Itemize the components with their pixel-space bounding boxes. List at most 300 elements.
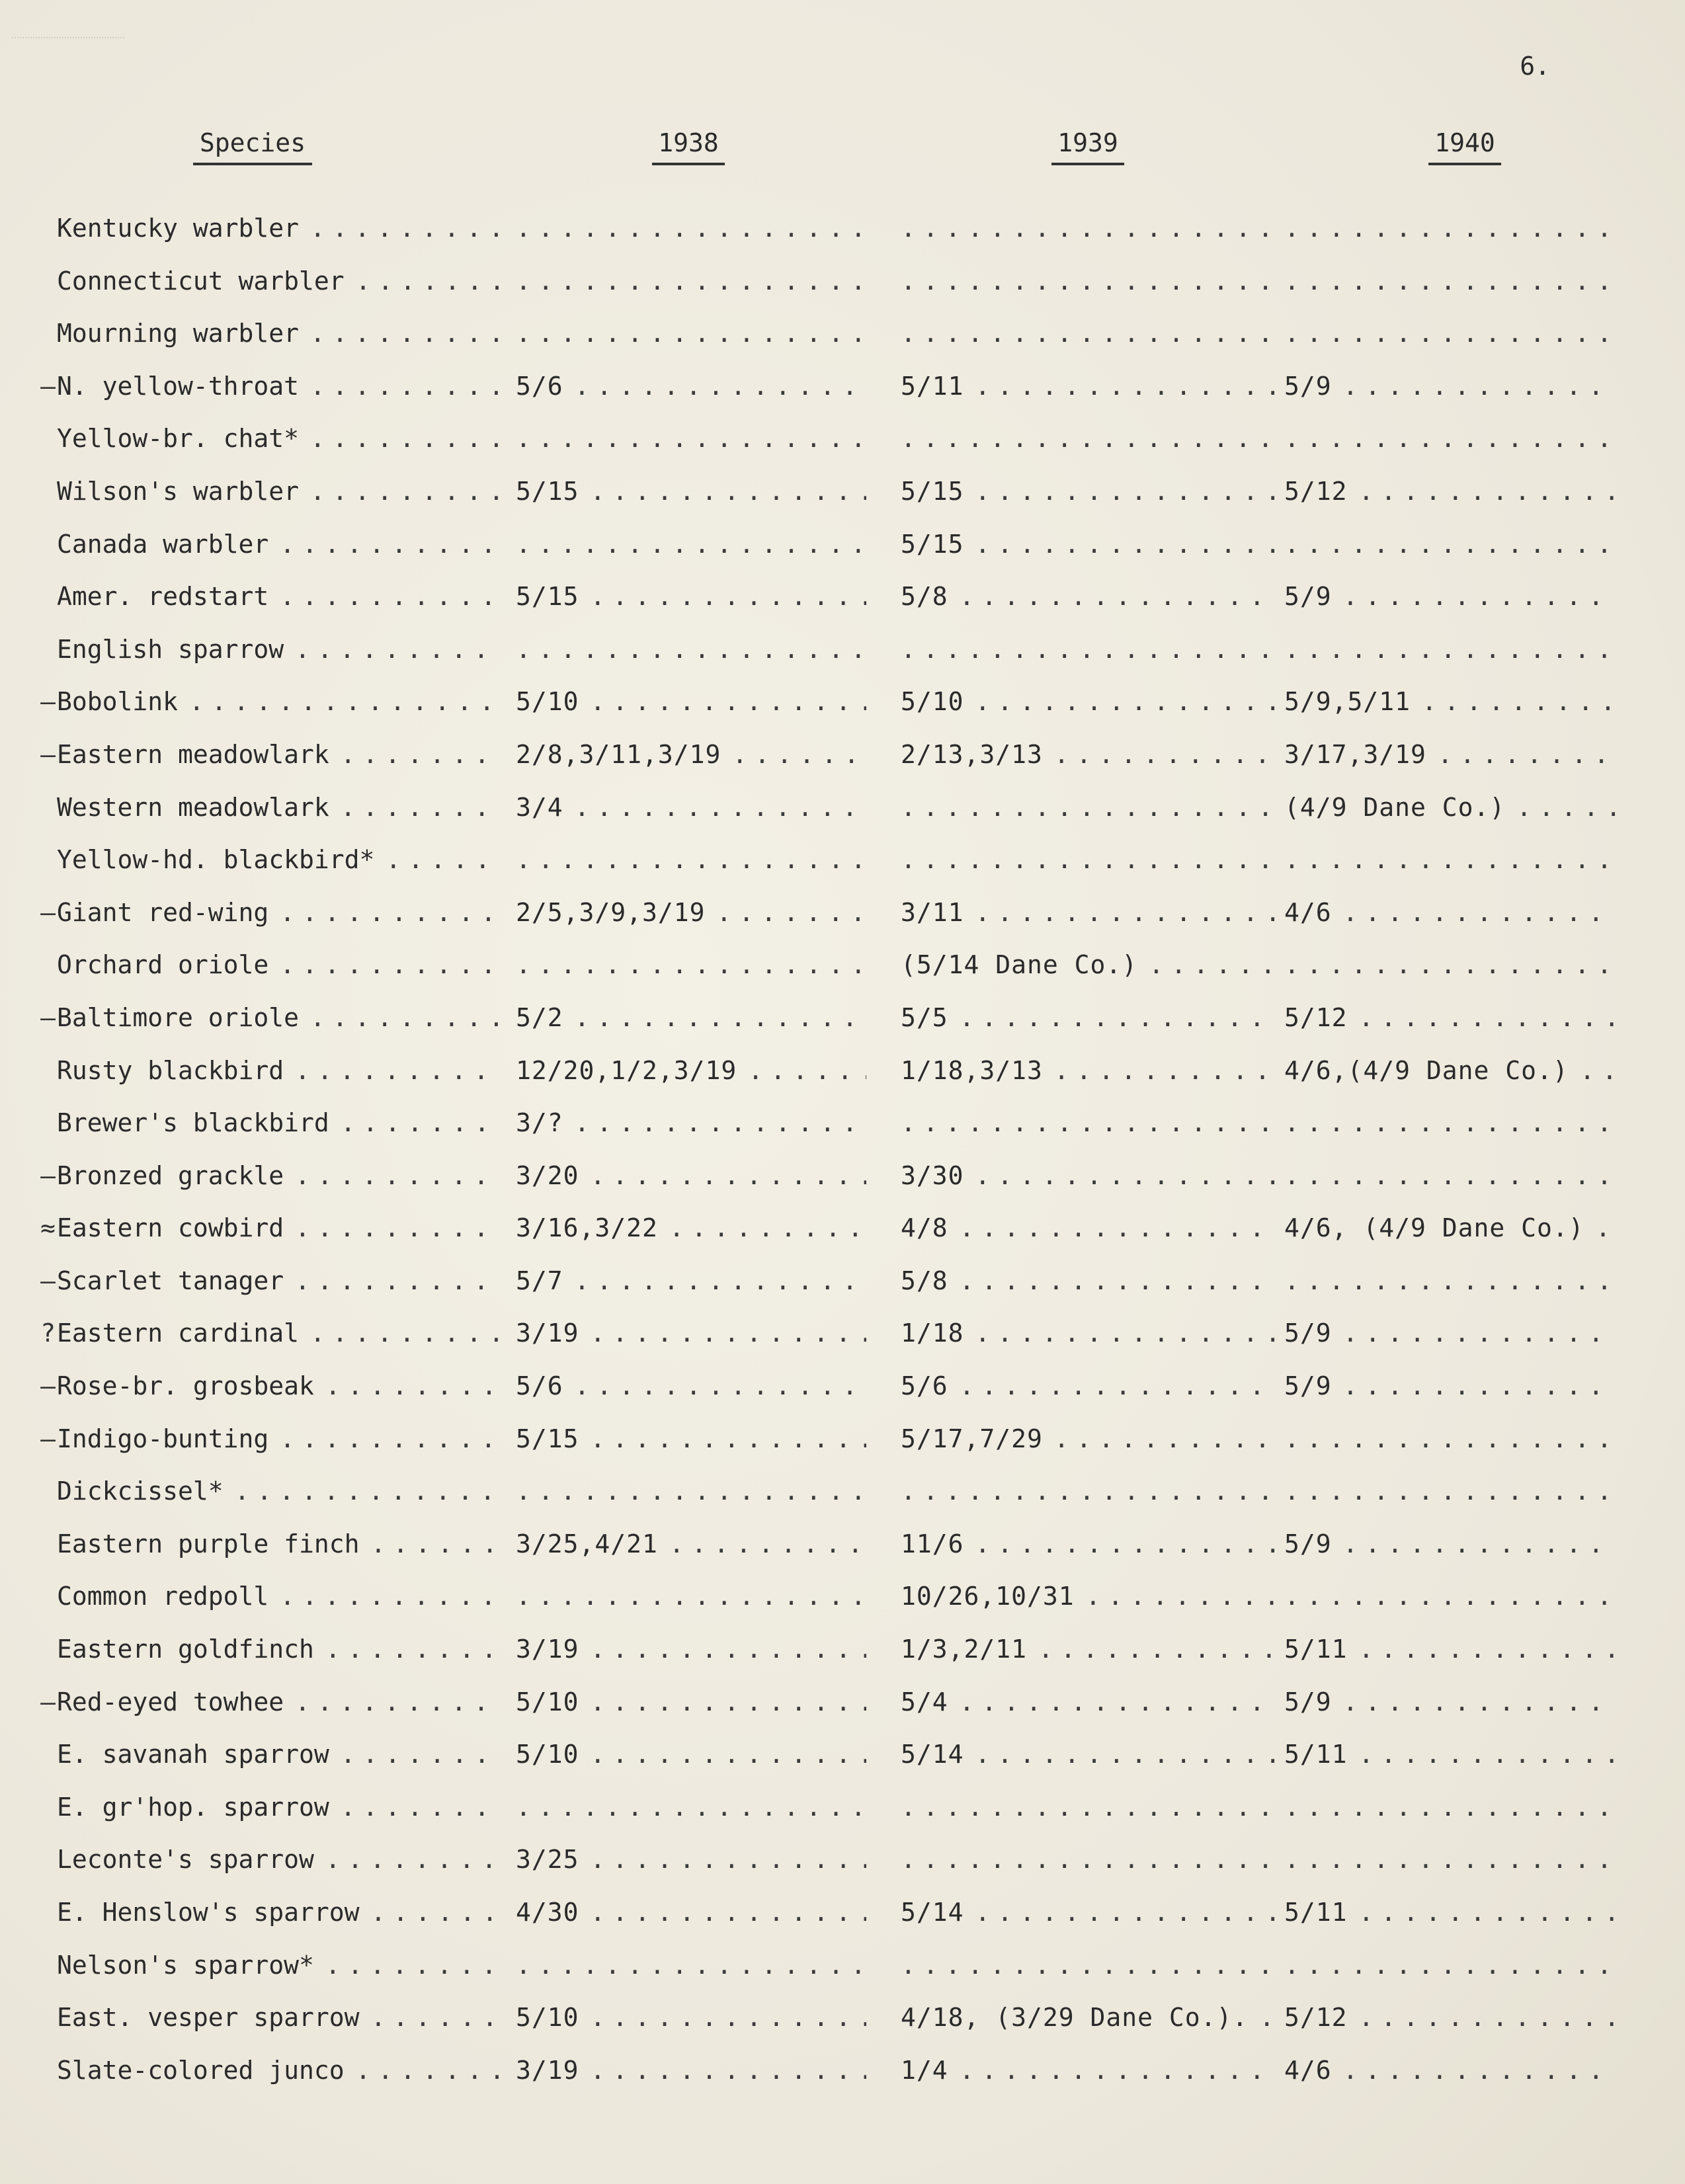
cell-1939	[901, 1045, 1278, 1098]
leader-dots	[579, 2056, 866, 2085]
cell-1940	[1284, 1465, 1615, 1518]
cell-1938	[516, 1676, 866, 1729]
species-cell	[57, 518, 499, 571]
cell-1940	[1284, 887, 1615, 940]
leader-dots	[948, 1003, 1278, 1032]
cell-1939	[901, 465, 1278, 518]
species-cell	[57, 1992, 499, 2044]
cell-1939	[901, 1834, 1278, 1886]
date-value: 2/8,3/11,3/19	[516, 739, 721, 769]
species-cell	[57, 624, 499, 676]
leader-dots	[901, 319, 1278, 348]
species-name: Eastern goldfinch	[57, 1635, 314, 1664]
leader-dots	[579, 1161, 866, 1190]
species-cell	[57, 1834, 499, 1886]
table-row	[0, 1834, 1685, 1886]
cell-1939	[901, 1413, 1278, 1466]
cell-1939	[901, 518, 1278, 571]
species-cell	[57, 2044, 499, 2097]
date-value: 5/9	[1284, 371, 1332, 401]
date-value: 5/15	[516, 476, 579, 506]
leader-dots	[516, 424, 866, 453]
date-value: 5/6	[516, 1371, 563, 1401]
leader-dots	[178, 687, 499, 716]
cell-1938	[516, 1939, 866, 1992]
table-row	[0, 465, 1685, 518]
leader-dots	[1284, 214, 1615, 243]
leader-dots	[901, 266, 1278, 296]
cell-1940	[1284, 307, 1615, 360]
species-cell	[57, 1518, 499, 1571]
leader-dots	[1348, 477, 1615, 506]
date-value: 4/18, (3/29 Dane Co.).	[901, 2003, 1249, 2033]
leader-dots	[1332, 1371, 1615, 1400]
species-cell	[57, 729, 499, 782]
leader-dots	[299, 319, 499, 348]
species-cell	[57, 1307, 499, 1360]
cell-1938	[516, 2044, 866, 2097]
date-value: 5/14	[901, 1898, 964, 1927]
cell-1938	[516, 1097, 866, 1150]
column-header-row	[0, 128, 1685, 175]
leader-dots	[1027, 1635, 1278, 1664]
species-cell	[57, 1676, 499, 1729]
leader-dots	[1284, 635, 1615, 664]
cell-1939	[901, 782, 1278, 834]
species-name: Slate-colored junco	[57, 2055, 345, 2085]
cell-1938	[516, 624, 866, 676]
cell-1938	[516, 1728, 866, 1781]
species-name: Orchard oriole	[57, 950, 269, 980]
leader-dots	[1284, 1476, 1615, 1506]
species-cell	[57, 1360, 499, 1413]
leader-dots	[1348, 1635, 1615, 1664]
species-name: English sparrow	[57, 634, 284, 664]
species-cell	[57, 1781, 499, 1834]
leader-dots	[516, 635, 866, 664]
leader-dots	[737, 1056, 866, 1085]
leader-dots	[1284, 1424, 1615, 1453]
species-cell	[57, 360, 499, 413]
table-row	[0, 1886, 1685, 1939]
leader-dots	[1284, 530, 1615, 559]
leader-dots	[901, 1845, 1278, 1874]
cell-1940	[1284, 255, 1615, 308]
cell-1940	[1284, 1360, 1615, 1413]
column-header-1938: 1938	[652, 128, 725, 165]
table-row	[0, 1939, 1685, 1992]
date-value: 4/6, (4/9 Dane Co.)	[1284, 1213, 1584, 1243]
species-name: East. vesper sparrow	[57, 2003, 360, 2033]
cell-1938	[516, 1781, 866, 1834]
leader-dots	[948, 1371, 1278, 1400]
species-cell	[57, 1886, 499, 1939]
date-value: 5/10	[901, 687, 964, 717]
leader-dots	[1332, 1529, 1615, 1558]
cell-1939	[901, 360, 1278, 413]
species-name: Kentucky warbler	[57, 214, 300, 243]
cell-1940	[1284, 202, 1615, 255]
cell-1939	[901, 1097, 1278, 1150]
cell-1939	[901, 1570, 1278, 1623]
species-cell	[57, 1465, 499, 1518]
species-name: Amer. redstart	[57, 582, 269, 612]
date-value: 5/10	[516, 2003, 579, 2033]
leader-dots	[1505, 793, 1615, 822]
check-mark: –	[40, 1002, 56, 1032]
page-number: 6.	[1520, 52, 1550, 81]
leader-dots	[314, 1845, 499, 1874]
leader-dots	[1332, 1318, 1615, 1348]
species-cell	[57, 413, 499, 465]
column-header-species: Species	[193, 128, 312, 165]
cell-1939	[901, 1465, 1278, 1518]
species-cell	[57, 676, 499, 729]
species-name: Mourning warbler	[57, 319, 300, 348]
leader-dots	[901, 214, 1278, 243]
leader-dots	[964, 1161, 1278, 1190]
leader-dots	[964, 1740, 1278, 1769]
leader-dots	[579, 1687, 866, 1717]
column-header-1940: 1940	[1428, 128, 1501, 165]
leader-dots	[1332, 2056, 1615, 2085]
leader-dots	[284, 635, 499, 664]
date-value: 4/6	[1284, 897, 1332, 927]
leader-dots	[579, 2003, 866, 2032]
date-value: 5/15	[516, 582, 579, 612]
table-row	[0, 887, 1685, 940]
species-name: Bronzed grackle	[57, 1160, 284, 1190]
leader-dots	[329, 1793, 499, 1822]
check-mark: –	[40, 1266, 56, 1295]
cell-1940	[1284, 571, 1615, 624]
check-mark: ?	[40, 1318, 56, 1348]
leader-dots	[563, 1108, 866, 1137]
cell-1939	[901, 571, 1278, 624]
leader-dots	[579, 1740, 866, 1769]
leader-dots	[1284, 1266, 1615, 1295]
date-value: 5/8	[901, 582, 948, 612]
table-row	[0, 729, 1685, 782]
leader-dots	[268, 1424, 499, 1453]
date-value: 5/5	[901, 1002, 948, 1032]
leader-dots	[964, 1529, 1278, 1558]
date-value: 5/11	[1284, 1898, 1348, 1927]
table-row	[0, 1623, 1685, 1676]
cell-1939	[901, 1518, 1278, 1571]
leader-dots	[1332, 372, 1615, 401]
date-value: 5/11	[1284, 1635, 1348, 1664]
leader-dots	[268, 950, 499, 979]
cell-1940	[1284, 624, 1615, 676]
cell-1940	[1284, 782, 1615, 834]
species-name: Leconte's sparrow	[57, 1845, 314, 1875]
species-name: Eastern cowbird	[57, 1213, 284, 1243]
leader-dots	[299, 1318, 499, 1348]
leader-dots	[516, 319, 866, 348]
cell-1940	[1284, 729, 1615, 782]
date-value: 3/17,3/19	[1284, 739, 1426, 769]
cell-1938	[516, 255, 866, 308]
leader-dots	[224, 1476, 499, 1506]
leader-dots	[901, 1951, 1278, 1980]
cell-1939	[901, 992, 1278, 1045]
table-row	[0, 1360, 1685, 1413]
leader-dots	[563, 1266, 866, 1295]
leader-dots	[516, 950, 866, 979]
cell-1938	[516, 1570, 866, 1623]
cell-1938	[516, 887, 866, 940]
leader-dots	[268, 1582, 499, 1611]
leader-dots	[1284, 845, 1615, 874]
cell-1939	[901, 2044, 1278, 2097]
cell-1938	[516, 1623, 866, 1676]
leader-dots	[314, 1951, 499, 1980]
leader-dots	[1332, 898, 1615, 927]
leader-dots	[964, 530, 1278, 559]
cell-1939	[901, 1939, 1278, 1992]
species-name: Red-eyed towhee	[57, 1687, 284, 1717]
date-value: 5/15	[901, 476, 964, 506]
leader-dots	[964, 1318, 1278, 1348]
date-value: 5/17,7/29	[901, 1424, 1043, 1453]
date-value: 4/30	[516, 1898, 579, 1927]
species-cell	[57, 1623, 499, 1676]
leader-dots	[901, 1108, 1278, 1137]
leader-dots	[1248, 2003, 1278, 2032]
cell-1940	[1284, 1255, 1615, 1308]
table-row	[0, 1570, 1685, 1623]
cell-1939	[901, 202, 1278, 255]
cell-1939	[901, 1255, 1278, 1308]
leader-dots	[299, 424, 499, 453]
table-row	[0, 939, 1685, 992]
species-table	[0, 202, 1685, 2097]
cell-1939	[901, 1307, 1278, 1360]
leader-dots	[360, 1898, 499, 1927]
cell-1940	[1284, 834, 1615, 887]
cell-1940	[1284, 1150, 1615, 1203]
species-name: Western meadowlark	[57, 792, 329, 822]
cell-1940	[1284, 1939, 1615, 1992]
species-cell	[57, 887, 499, 940]
table-row	[0, 1202, 1685, 1255]
leader-dots	[901, 1793, 1278, 1822]
date-value: 3/30	[901, 1160, 964, 1190]
date-value: 5/12	[1284, 476, 1348, 506]
leader-dots	[658, 1213, 866, 1242]
species-name: Rusty blackbird	[57, 1055, 284, 1085]
date-value: 3/16,3/22	[516, 1213, 658, 1243]
leader-dots	[329, 740, 499, 769]
leader-dots	[706, 898, 866, 927]
leader-dots	[1284, 424, 1615, 453]
leader-dots	[1284, 1793, 1615, 1822]
species-name: Eastern purple finch	[57, 1529, 360, 1558]
table-row	[0, 1992, 1685, 2044]
date-value: 1/18,3/13	[901, 1055, 1043, 1085]
species-name: Bobolink	[57, 687, 179, 717]
date-value: 5/14	[901, 1740, 964, 1769]
cell-1940	[1284, 1992, 1615, 2044]
species-cell	[57, 1570, 499, 1623]
cell-1938	[516, 1886, 866, 1939]
cell-1940	[1284, 939, 1615, 992]
leader-dots	[948, 1213, 1278, 1242]
leader-dots	[329, 1740, 499, 1769]
leader-dots	[1332, 582, 1615, 611]
species-cell	[57, 1939, 499, 1992]
leader-dots	[314, 1371, 499, 1400]
leader-dots	[658, 1529, 866, 1558]
date-value: 4/8	[901, 1213, 948, 1243]
cell-1938	[516, 1834, 866, 1886]
species-cell	[57, 307, 499, 360]
cell-1939	[901, 1676, 1278, 1729]
cell-1940	[1284, 360, 1615, 413]
leader-dots	[516, 266, 866, 296]
leader-dots	[948, 2056, 1278, 2085]
cell-1938	[516, 1045, 866, 1098]
leader-dots	[964, 477, 1278, 506]
date-value: 5/9	[1284, 1529, 1332, 1558]
species-name: Giant red-wing	[57, 897, 269, 927]
date-value: 5/9	[1284, 582, 1332, 612]
date-value: 5/9	[1284, 1687, 1332, 1717]
cell-1939	[901, 1886, 1278, 1939]
date-value: 5/9	[1284, 1318, 1332, 1348]
leader-dots	[901, 793, 1278, 822]
leader-dots	[516, 1582, 866, 1611]
table-row	[0, 1307, 1685, 1360]
species-cell	[57, 465, 499, 518]
check-mark: ≈	[40, 1213, 56, 1243]
species-cell	[57, 1728, 499, 1781]
species-name: Rose-br. grosbeak	[57, 1371, 314, 1401]
cell-1939	[901, 413, 1278, 465]
check-mark: –	[40, 1687, 56, 1717]
table-row	[0, 413, 1685, 465]
date-value: 3/4	[516, 792, 563, 822]
species-cell	[57, 939, 499, 992]
table-row	[0, 782, 1685, 834]
leader-dots	[579, 1845, 866, 1874]
cell-1939	[901, 887, 1278, 940]
cell-1939	[901, 1360, 1278, 1413]
table-row	[0, 1413, 1685, 1466]
date-value: 11/6	[901, 1529, 964, 1558]
date-value: 5/9	[1284, 1371, 1332, 1401]
species-name: Indigo-bunting	[57, 1424, 269, 1453]
species-cell	[57, 834, 499, 887]
species-name: E. savanah sparrow	[57, 1740, 329, 1769]
cell-1939	[901, 1623, 1278, 1676]
leader-dots	[1348, 1740, 1615, 1769]
leader-dots	[1584, 1213, 1615, 1242]
cell-1939	[901, 1781, 1278, 1834]
leader-dots	[1284, 1108, 1615, 1137]
table-row	[0, 202, 1685, 255]
leader-dots	[579, 1898, 866, 1927]
date-value: 5/4	[901, 1687, 948, 1717]
cell-1940	[1284, 1097, 1615, 1150]
check-mark: –	[40, 371, 56, 401]
date-value: 3/?	[516, 1108, 563, 1138]
table-row	[0, 571, 1685, 624]
cell-1938	[516, 413, 866, 465]
leader-dots	[329, 1108, 499, 1137]
cell-1940	[1284, 676, 1615, 729]
table-row	[0, 992, 1685, 1045]
table-row	[0, 360, 1685, 413]
date-value: 5/11	[901, 371, 964, 401]
leader-dots	[284, 1056, 499, 1085]
leader-dots	[1348, 1003, 1615, 1032]
leader-dots	[1284, 1845, 1615, 1874]
cell-1939	[901, 1992, 1278, 2044]
table-row	[0, 1045, 1685, 1098]
date-value: 1/18	[901, 1318, 964, 1348]
table-row	[0, 1728, 1685, 1781]
leader-dots	[284, 1213, 499, 1242]
check-mark: –	[40, 897, 56, 927]
leader-dots	[1043, 1056, 1278, 1085]
cell-1940	[1284, 1781, 1615, 1834]
species-cell	[57, 992, 499, 1045]
leader-dots	[516, 1793, 866, 1822]
cell-1939	[901, 729, 1278, 782]
table-row	[0, 676, 1685, 729]
cell-1938	[516, 571, 866, 624]
leader-dots	[299, 1003, 499, 1032]
leader-dots	[901, 845, 1278, 874]
cell-1939	[901, 1728, 1278, 1781]
cell-1940	[1284, 1413, 1615, 1466]
species-name: Brewer's blackbird	[57, 1108, 329, 1138]
leader-dots	[299, 214, 499, 243]
cell-1938	[516, 1255, 866, 1308]
cell-1938	[516, 307, 866, 360]
cell-1938	[516, 465, 866, 518]
cell-1939	[901, 307, 1278, 360]
leader-dots	[516, 214, 866, 243]
cell-1938	[516, 202, 866, 255]
species-name: E. gr'hop. sparrow	[57, 1792, 329, 1822]
table-row	[0, 1465, 1685, 1518]
cell-1938	[516, 1413, 866, 1466]
cell-1940	[1284, 413, 1615, 465]
leader-dots	[516, 845, 866, 874]
leader-dots	[1284, 266, 1615, 296]
species-cell	[57, 1150, 499, 1203]
cell-1938	[516, 1150, 866, 1203]
cell-1940	[1284, 1570, 1615, 1623]
table-row	[0, 1150, 1685, 1203]
date-value: 5/15	[516, 1424, 579, 1453]
leader-dots	[299, 372, 499, 401]
table-row	[0, 1676, 1685, 1729]
species-cell	[57, 255, 499, 308]
leader-dots	[1348, 2003, 1615, 2032]
leader-dots	[948, 1266, 1278, 1295]
date-value: 12/20,1/2,3/19	[516, 1055, 737, 1085]
cell-1938	[516, 729, 866, 782]
species-name: N. yellow-throat	[57, 371, 300, 401]
date-value: 5/6	[516, 371, 563, 401]
date-value: 5/2	[516, 1002, 563, 1032]
leader-dots	[901, 1476, 1278, 1506]
date-value: 3/20	[516, 1160, 579, 1190]
